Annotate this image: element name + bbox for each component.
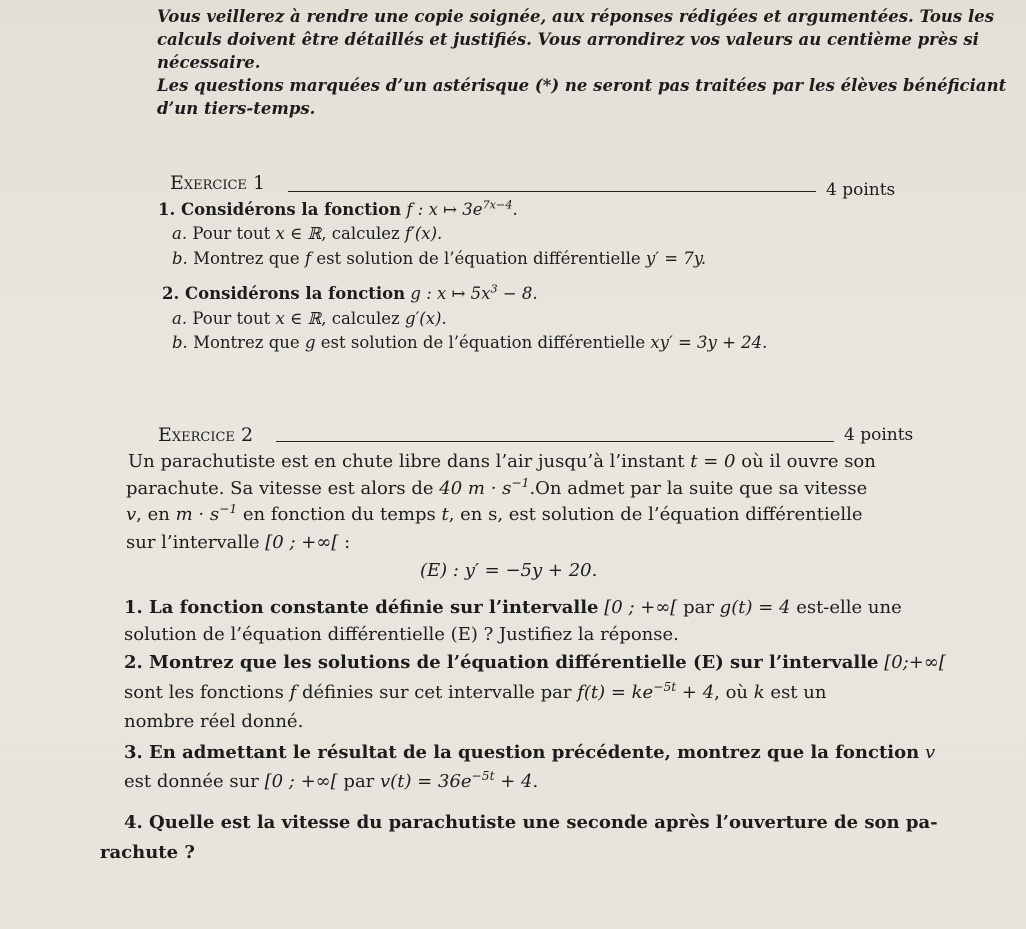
ex2-question-1-line-1: 1. La fonction constante définie sur l’intervalle [0 ; +∞[ par g(t) = 4 est-elle une	[124, 597, 902, 618]
ex2-intro-line-2: parachute. Sa vitesse est alors de 40 $m \cdot s^{-1}.On$ admet par la suite que sa vitesse	[126, 476, 868, 499]
exercise-2-title: Exercice 2	[158, 424, 254, 446]
ex1-question-2a: a. Pour tout x ∈ ℝ, calculez g′(x).	[172, 309, 447, 328]
ex2-question-1-line-2: solution de l’équation différentielle (E) ? Justifiez la réponse.	[124, 624, 679, 645]
intro-line-5: d’un tiers-temps.	[157, 99, 316, 118]
exercise-1-title: Exercice 1	[170, 172, 266, 194]
ex2-intro-line-1: Un parachutiste est en chute libre dans l’air jusqu’à l’instant t = 0 où il ouvre son	[128, 451, 876, 472]
exercise-2-points: 4 points	[844, 425, 914, 445]
ex2-question-3-line-2: est donnée sur [0 ; +∞[ par $v(t) = 36e^{-5t} + 4$.	[124, 769, 539, 792]
ex2-question-2-line-1: 2. Montrez que les solutions de l’équation différentielle (E) sur l’intervalle [0;+∞[	[124, 652, 946, 673]
ex2-intro-line-4: sur l’intervalle [0 ; +∞[ :	[126, 532, 351, 553]
ex1-question-1a: a. Pour tout x ∈ ℝ, calculez f′(x).	[172, 224, 443, 243]
ex2-question-4-line-2: rachute ?	[100, 842, 195, 863]
exercise-1-rule	[288, 191, 816, 192]
ex1-question-1b: b. Montrez que f est solution de l’équation différentielle y′ = 7y.	[172, 249, 707, 268]
exercise-2-rule	[276, 441, 834, 442]
ex2-question-4-line-1: 4. Quelle est la vitesse du parachutiste une seconde après l’ouverture de son pa-	[124, 812, 938, 833]
ex2-question-2-line-3: nombre réel donné.	[124, 711, 304, 732]
ex1-question-1: 1. Considérons la fonction f : x ↦ $3e^{7x-4}$.	[158, 198, 518, 219]
exercise-1-points: 4 points	[826, 180, 896, 200]
intro-line-4: Les questions marquées d’un astérisque (*) ne seront pas traitées par les élèves bénéficiant	[157, 76, 1007, 95]
ex1-question-2b: b. Montrez que g est solution de l’équation différentielle xy′ = 3y + 24.	[172, 333, 768, 352]
intro-line-1: Vous veillerez à rendre une copie soignée, aux réponses rédigées et argumentées. Tous les	[157, 7, 995, 26]
ex2-question-3-line-1: 3. En admettant le résultat de la question précédente, montrez que la fonction v	[124, 742, 936, 763]
intro-line-3: nécessaire.	[157, 53, 261, 72]
intro-line-2: calculs doivent être détaillés et justifiés. Vous arrondirez vos valeurs au centième près si	[157, 30, 979, 49]
ex2-question-2-line-2: sont les fonctions f définies sur cet intervalle par $f(t) = ke^{-5t} + 4$, où k est un	[124, 680, 827, 703]
ex1-question-2: 2. Considérons la fonction g : x ↦ $5x^3 - 8$.	[162, 282, 538, 303]
ex2-intro-line-3: v, en $m \cdot s^{-1}$ en fonction du temps t, en s, est solution de l’équation différentielle	[126, 502, 863, 525]
ex2-equation-E: (E) : y′ = −5y + 20.	[420, 560, 598, 581]
